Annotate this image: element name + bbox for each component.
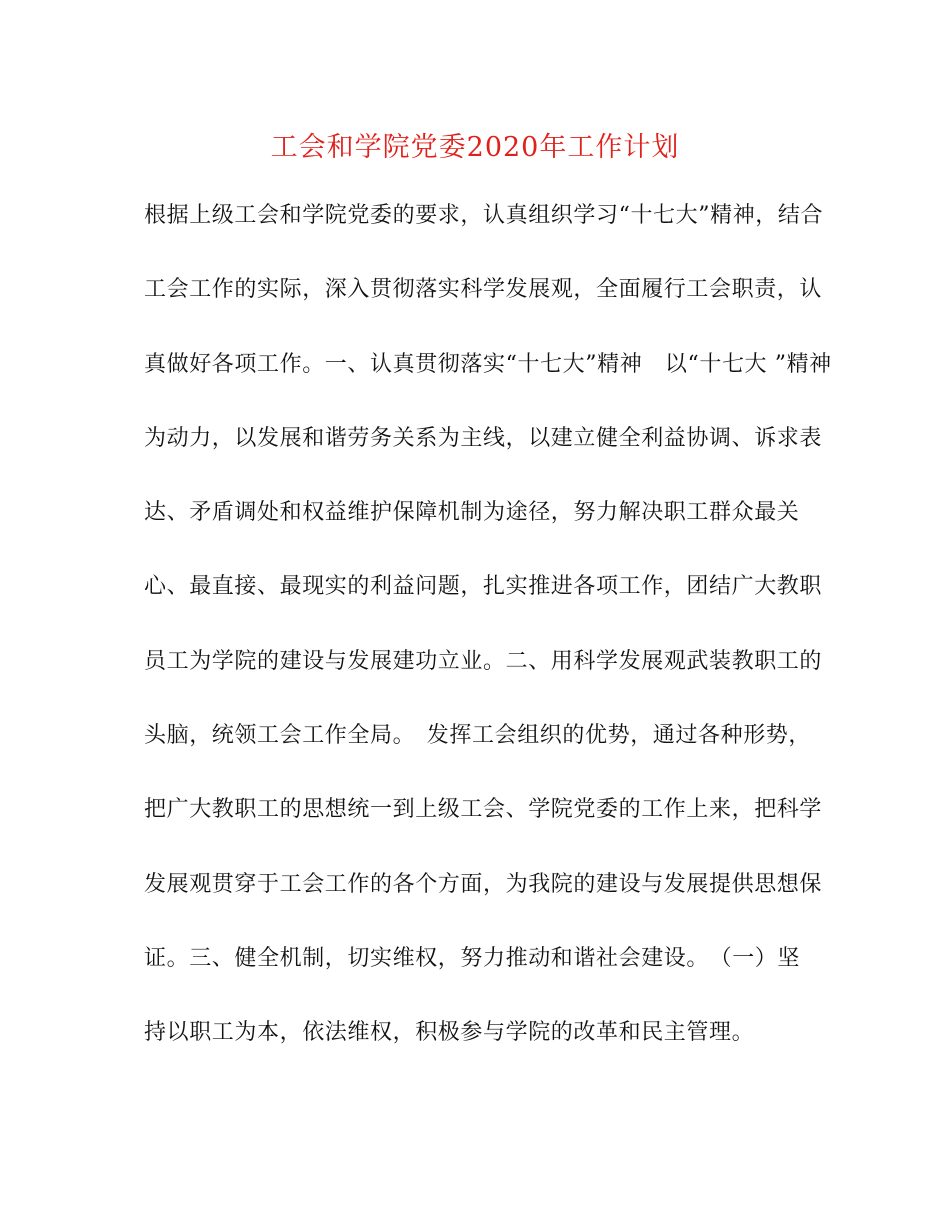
body-line: 头脑，统领工会工作全局。 发挥工会组织的优势，通过各种形势，: [144, 723, 812, 749]
body-line: 达、矛盾调处和权益维护保障机制为途径，努力解决职工群众最关: [144, 500, 800, 526]
body-line: 员工为学院的建设与发展建功立业。二、用科学发展观武装教职工的: [144, 648, 823, 674]
body-line: 发展观贯穿于工会工作的各个方面，为我院的建设与发展提供思想保: [144, 871, 823, 897]
body-line: 心、最直接、最现实的利益问题，扎实推进各项工作，团结广大教职: [144, 574, 823, 600]
body-line: 工会工作的实际，深入贯彻落实科学发展观，全面履行工会职责，认: [144, 277, 823, 303]
body-line: 真做好各项工作。一、认真贯彻落实“十七大”精神 以“十七大 ”精神: [144, 351, 832, 377]
body-line: 持以职工为本，依法维权，积极参与学院的改革和民主管理。: [144, 1020, 755, 1046]
body-line: 根据上级工会和学院党委的要求，认真组织学习“十七大”精神，结合: [144, 203, 824, 228]
document-title: 工会和学院党委2020年工作计划: [270, 132, 680, 163]
body-line: 把广大教职工的思想统一到上级工会、学院党委的工作上来，把科学: [144, 797, 823, 823]
body-line: 为动力，以发展和谐劳务关系为主线，以建立健全利益协调、诉求表: [144, 425, 823, 451]
body-line: 证。三、健全机制，切实维权，努力推动和谐社会建设。 （一）坚: [144, 945, 801, 971]
document-body: [144, 196, 832, 1088]
